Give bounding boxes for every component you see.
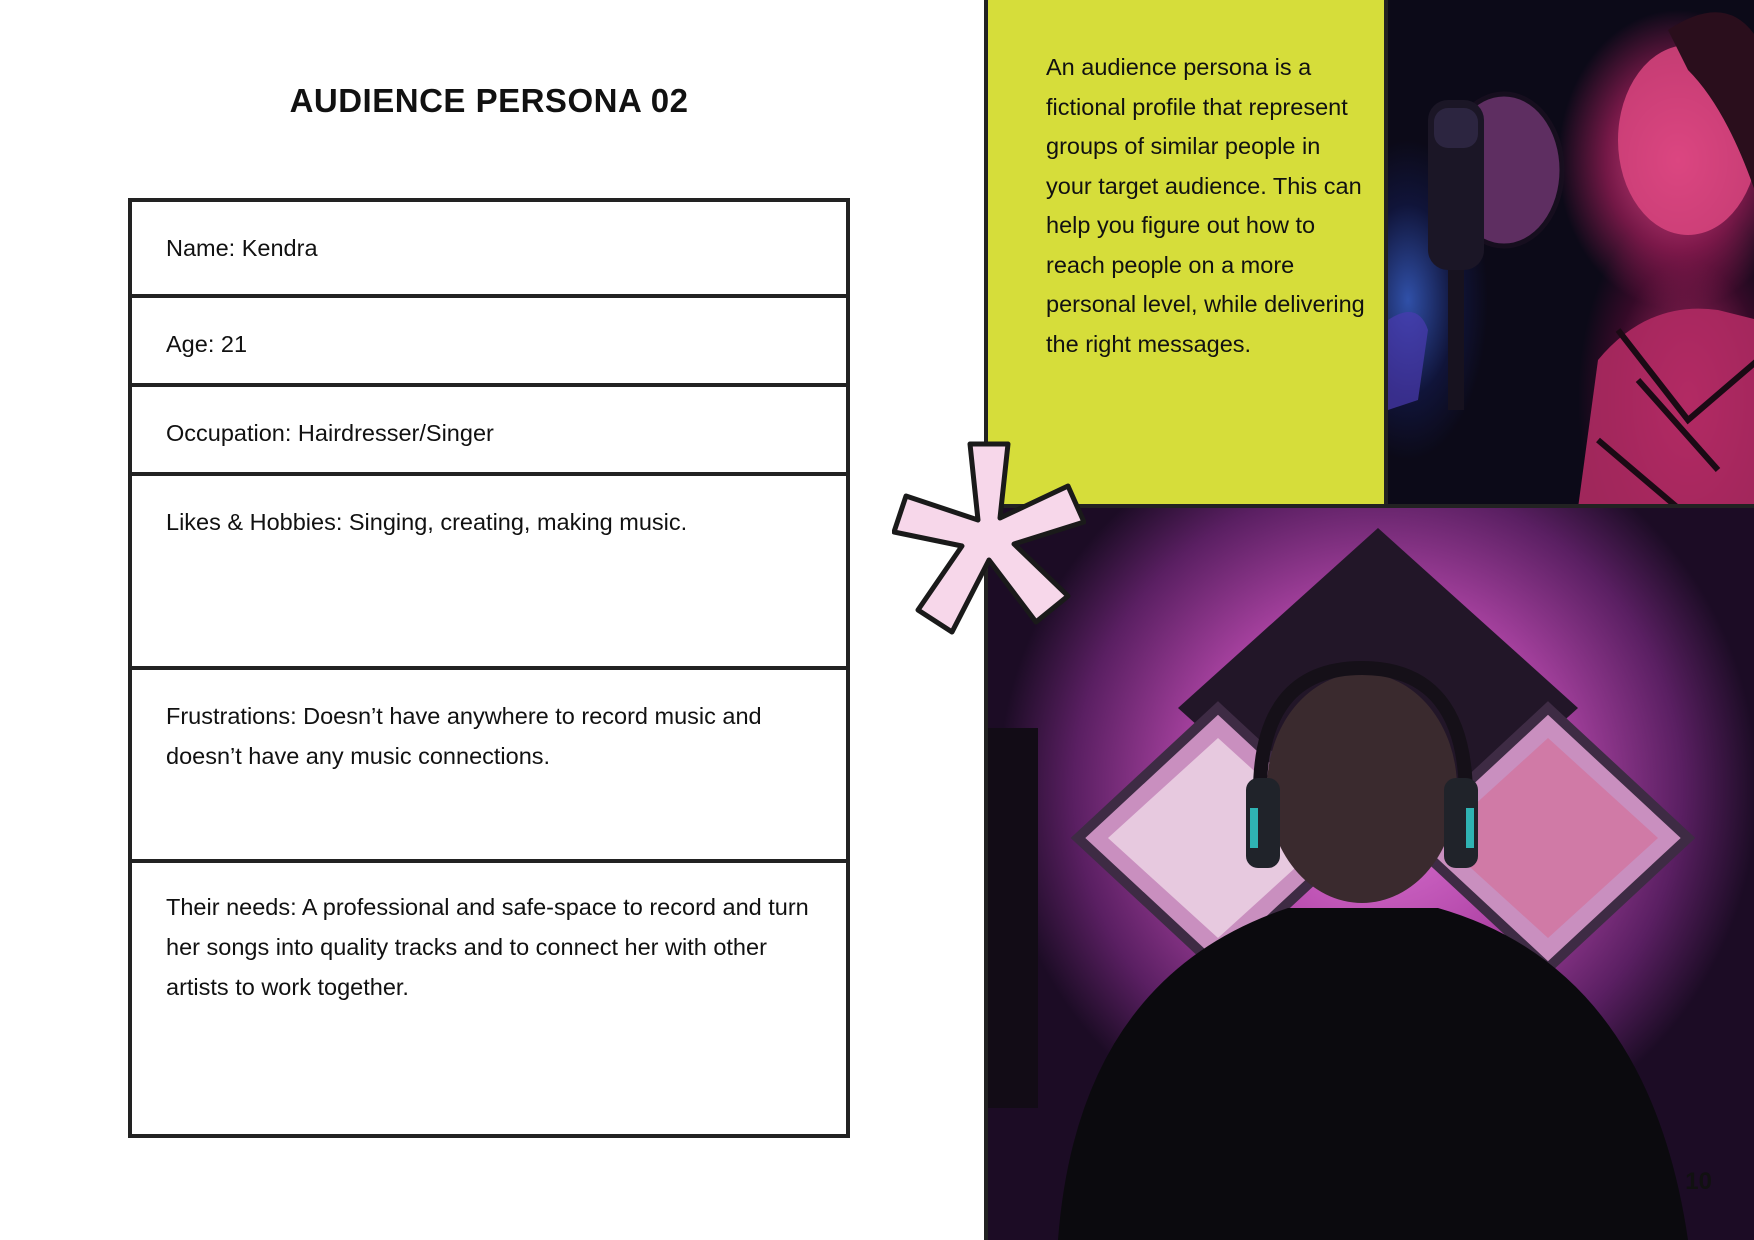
persona-age-row bbox=[132, 294, 846, 383]
persona-needs-row bbox=[132, 859, 846, 1134]
persona-frustrations-row bbox=[132, 666, 846, 859]
persona-likes-row bbox=[132, 472, 846, 666]
studio-illustration bbox=[988, 508, 1754, 1240]
persona-frustrations: Frustrations: Doesn’t have anywhere to record music and doesn’t have any music connections. bbox=[166, 703, 762, 769]
singer-photo bbox=[1384, 0, 1754, 508]
persona-needs: Their needs: A professional and safe-space to record and turn her songs into quality tracks and to connect her with other artists to work together. bbox=[166, 894, 809, 1000]
persona-likes-hobbies: Likes & Hobbies: Singing, creating, making music. bbox=[166, 509, 688, 535]
description-panel bbox=[984, 0, 1384, 508]
description-text: An audience persona is a fictional profile that represent groups of similar people in your target audience. This can help you figure out how to reach people on a more personal level, while delivering the right messages. bbox=[1046, 54, 1365, 357]
persona-occupation-row bbox=[132, 383, 846, 472]
persona-name: Name: Kendra bbox=[166, 235, 318, 261]
page-number: 10 bbox=[1685, 1168, 1712, 1195]
asterisk-icon bbox=[892, 440, 1086, 636]
page-title: AUDIENCE PERSONA 02 bbox=[289, 82, 689, 119]
persona-occupation: Occupation: Hairdresser/Singer bbox=[166, 420, 494, 446]
persona-age: Age: 21 bbox=[166, 331, 248, 357]
studio-photo bbox=[984, 508, 1754, 1240]
persona-name-row bbox=[132, 202, 846, 294]
singer-illustration bbox=[1388, 0, 1754, 508]
persona-table bbox=[128, 198, 850, 1138]
